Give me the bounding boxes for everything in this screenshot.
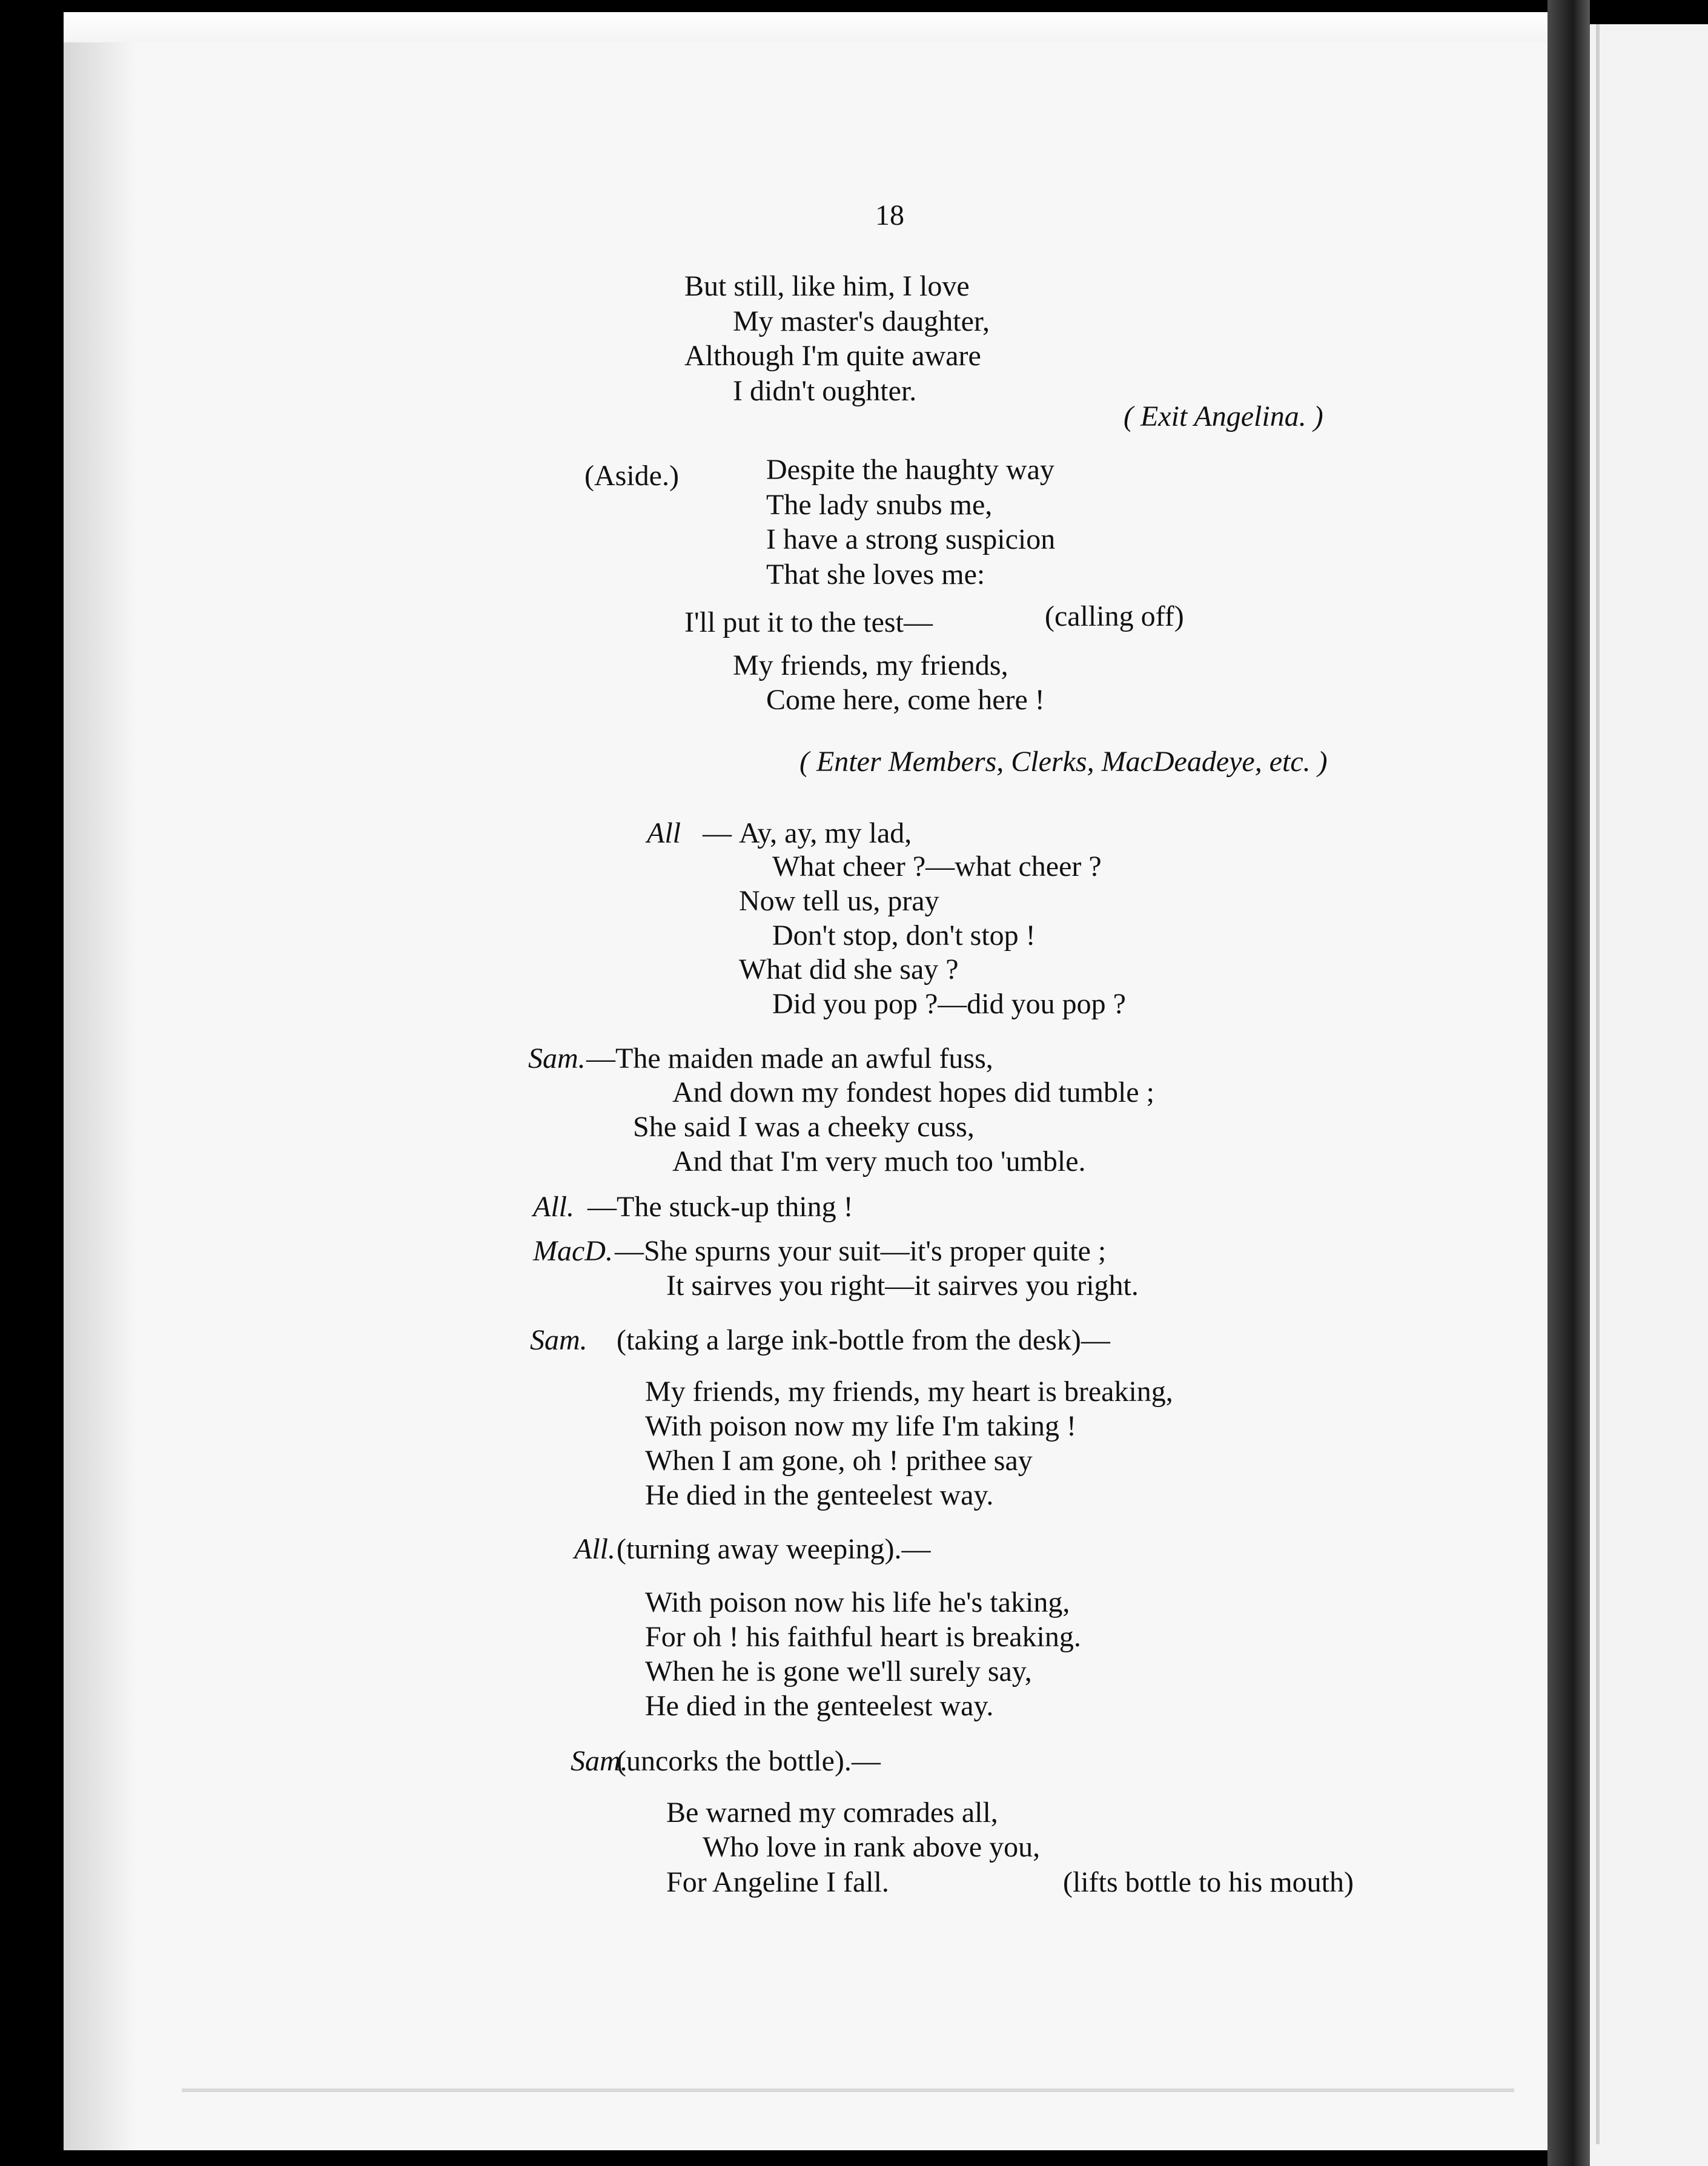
page-bottom-edge <box>182 2088 1514 2092</box>
speaker-all: All. <box>533 1191 574 1223</box>
stage-direction: (uncorks the bottle).— <box>617 1745 881 1777</box>
verse-line: I have a strong suspicion <box>766 523 1056 555</box>
stage-direction: (turning away weeping).— <box>617 1533 931 1565</box>
verse-line: My friends, my friends, my heart is breaking, <box>645 1376 1173 1408</box>
verse-line: But still, like him, I love <box>684 270 970 302</box>
verse-line: It sairves you right—it sairves you right. <box>666 1270 1139 1302</box>
book-spine-shadow <box>1547 0 1590 2166</box>
facing-page-rule <box>1596 24 1600 2144</box>
verse-line: Ay, ay, my lad, <box>739 817 912 849</box>
speaker-all: All <box>647 817 681 849</box>
speaker-sam: Sam. <box>530 1324 588 1356</box>
verse-line: He died in the genteelest way. <box>645 1690 994 1722</box>
verse-line: Don't stop, don't stop ! <box>772 919 1036 952</box>
verse-line: —The maiden made an awful fuss, <box>586 1042 993 1075</box>
verse-line: My friends, my friends, <box>733 649 1008 681</box>
speaker-macd: MacD. <box>533 1235 613 1267</box>
verse-line: That she loves me: <box>766 558 985 591</box>
verse-line: Be warned my comrades all, <box>666 1797 998 1829</box>
verse-line: And down my fondest hopes did tumble ; <box>672 1076 1154 1108</box>
verse-line: When I am gone, oh ! prithee say <box>645 1445 1033 1477</box>
verse-line: Come here, come here ! <box>766 684 1045 716</box>
verse-line: Who love in rank above you, <box>703 1831 1041 1863</box>
speaker-sam: Sam. <box>528 1042 586 1075</box>
verse-line: Did you pop ?—did you pop ? <box>772 988 1126 1020</box>
stage-direction: (taking a large ink-bottle from the desk)— <box>617 1324 1110 1356</box>
verse-line: Although I'm quite aware <box>684 340 981 372</box>
aside-label: (Aside.) <box>584 460 679 492</box>
speaker-all: All. <box>574 1533 615 1565</box>
verse-line: He died in the genteelest way. <box>645 1479 994 1511</box>
verse-line: For Angeline I fall. <box>666 1866 889 1898</box>
verse-line: —She spurns your suit—it's proper quite ; <box>615 1235 1107 1267</box>
verse-line: —The stuck-up thing ! <box>588 1191 853 1223</box>
verse-line: My master's daughter, <box>733 305 990 337</box>
verse-line: What cheer ?—what cheer ? <box>772 850 1102 883</box>
stage-direction-enter: ( Enter Members, Clerks, MacDeadeye, etc. ) <box>799 746 1328 778</box>
verse-line: What did she say ? <box>739 953 959 985</box>
stage-direction-exit: ( Exit Angelina. ) <box>1124 400 1323 432</box>
page-gutter-shadow <box>64 42 136 2150</box>
verse-line: When he is gone we'll surely say, <box>645 1655 1032 1687</box>
verse-line: She said I was a cheeky cuss, <box>633 1111 975 1143</box>
verse-line: And that I'm very much too 'umble. <box>672 1145 1086 1177</box>
dash: — <box>703 817 732 849</box>
verse-line: For oh ! his faithful heart is breaking. <box>645 1621 1081 1653</box>
verse-line: The lady snubs me, <box>766 489 993 521</box>
verse-line: Despite the haughty way <box>766 454 1054 486</box>
verse-line: I didn't oughter. <box>733 375 917 407</box>
verse-line: With poison now his life he's taking, <box>645 1586 1070 1618</box>
page-number: 18 <box>875 199 904 231</box>
verse-line: With poison now my life I'm taking ! <box>645 1410 1076 1442</box>
verse-line: I'll put it to the test— <box>684 606 933 638</box>
verse-line: Now tell us, pray <box>739 885 939 917</box>
speaker-sam: Sam. <box>571 1745 628 1777</box>
stage-direction: (calling off) <box>1045 600 1184 632</box>
facing-page-edge <box>1590 24 1708 2166</box>
stage-direction: (lifts bottle to his mouth) <box>1063 1866 1354 1898</box>
